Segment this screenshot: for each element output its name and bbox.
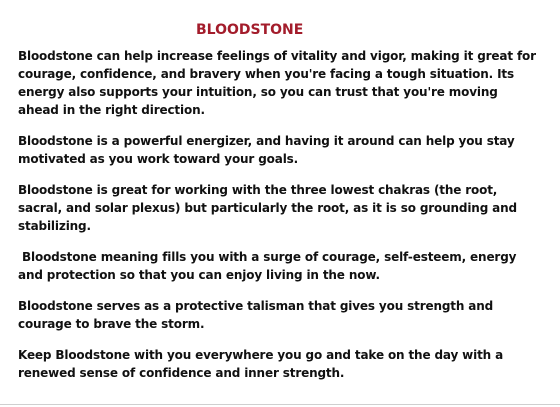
- paragraph-keep-with-you: Keep Bloodstone with you everywhere you go and take on the day with a renewed sense of confidence and inner strength.: [18, 348, 508, 380]
- paragraph-vitality: Bloodstone can help increase feelings of vitality and vigor, making it great for courage, confidence, and bravery when you're facing a tough situation. Its energy also supports your intuition, so you can trust that you're moving ahead in the right direction.: [18, 49, 540, 117]
- bottom-divider: [0, 404, 560, 405]
- page-title: BLOODSTONE: [196, 22, 304, 38]
- paragraph-meaning: Bloodstone meaning fills you with a surge of courage, self-esteem, energy and protection so that you can enjoy living in the now.: [18, 250, 521, 282]
- paragraph-energizer: Bloodstone is a powerful energizer, and having it around can help you stay motivated as you work toward your goals.: [18, 134, 519, 166]
- paragraph-chakras: Bloodstone is great for working with the three lowest chakras (the root, sacral, and solar plexus) but particularly the root, as it is so grounding and stabilizing.: [18, 183, 521, 233]
- paragraph-talisman: Bloodstone serves as a protective talisman that gives you strength and courage to brave the storm.: [18, 299, 498, 331]
